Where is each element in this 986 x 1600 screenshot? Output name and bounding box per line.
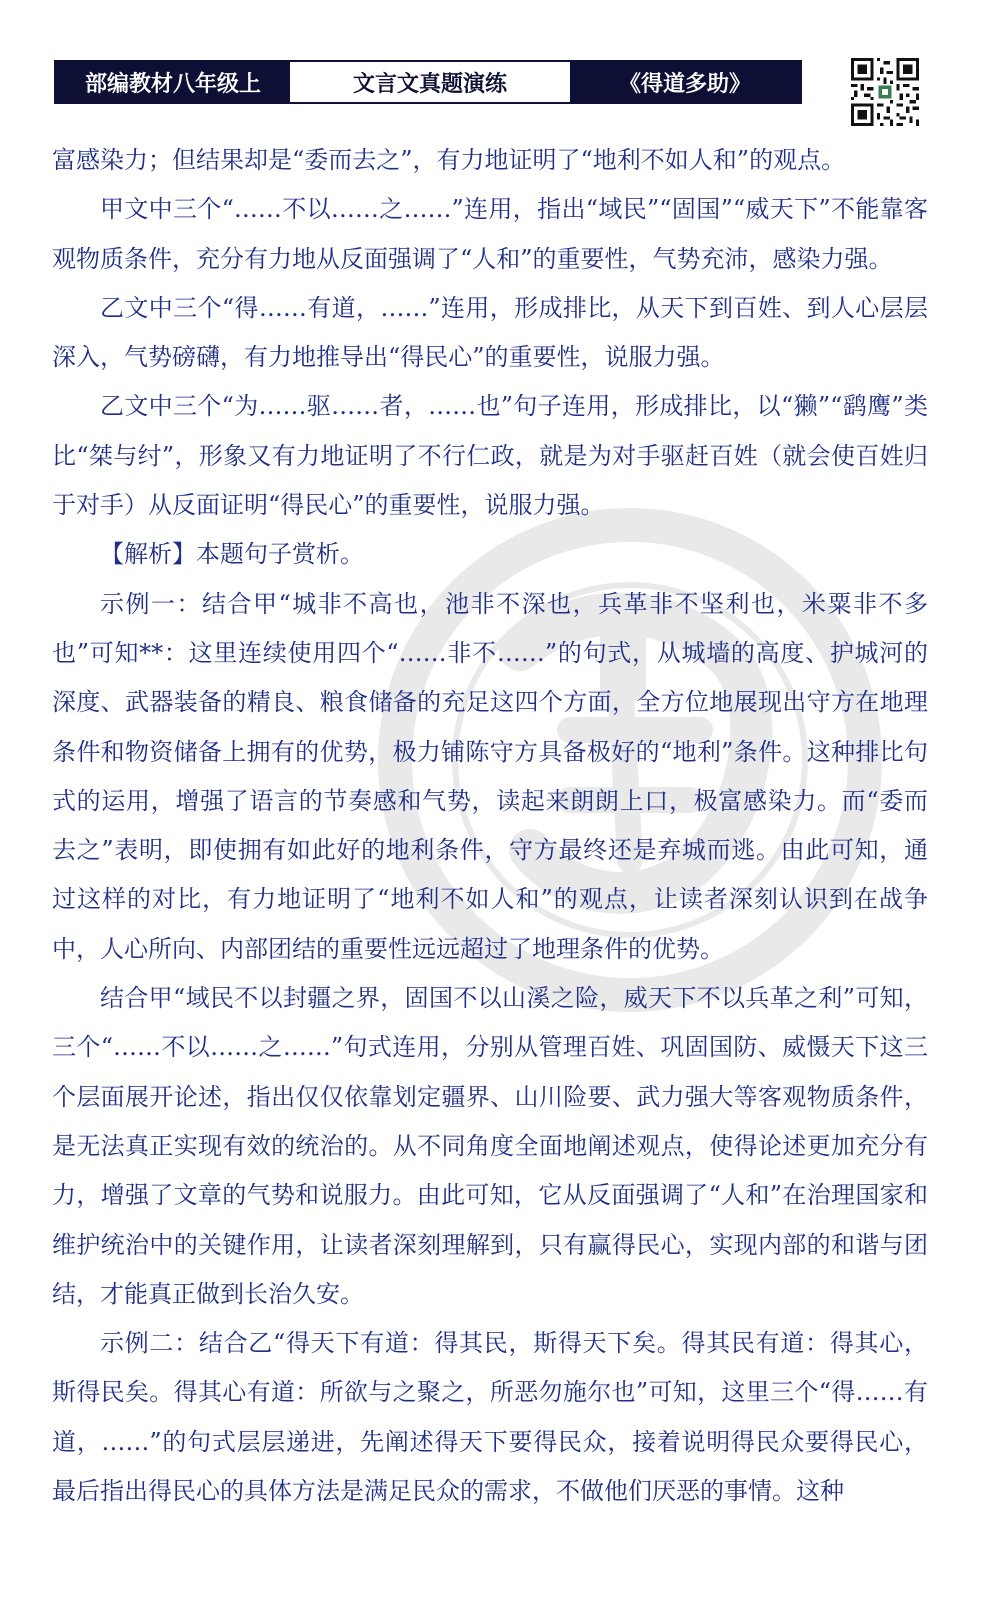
- paragraph: 乙文中三个“为……驱……者，……也”句子连用，形成排比，以“獭”“鹞鹰”类比“桀与纣”，形象又有力地证明了不行仁政，就是为对手驱赶百姓（就会使百姓归于对手）从反面证明“得民心”的重要性，说服力强。: [52, 392, 928, 520]
- paragraph: 示例二：结合乙“得天下有道：得其民，斯得天下矣。得其民有道：得其心，斯得民矣。得其心有道：所欲与之聚之，所恶勿施尔也”可知，这里三个“得……有道，……”的句式层层递进，先阐述得天下要得民众，接着说明得民众要得民心，最后指出得民心的具体方法是满足民众的需求，不做他们厌恶的事情。这种: [52, 1329, 928, 1506]
- paragraph: 富感染力；但结果却是“委而去之”，有力地证明了“地利不如人和”的观点。: [52, 146, 846, 174]
- paragraph: 乙文中三个“得……有道，……”连用，形成排比，从天下到百姓、到人心层层深入，气势磅礴，有力地推导出“得民心”的重要性，说服力强。: [52, 293, 928, 372]
- header-article-title: 《得道多助》: [570, 62, 800, 102]
- paragraph: 示例一：结合甲“城非不高也，池非不深也，兵革非不坚利也，米粟非不多也”可知**：这里连续使用四个“……非不……”的句式，从城墙的高度、护城河的深度、武器装备的精良、粮食储备的充足这四个方面，全方位地展现出守方在地理条件和物资储备上拥有的优势，极力铺陈守方具备极好的“地利”条件。这种排比句式的运用，增强了语言的节奏感和气势，读起来朗朗上口，极富感染力。而“委而去之”表明，即使拥有如此好的地利条件，守方最终还是弃城而逃。由此可知，通过这样的对比，有力地证明了“地利不如人和”的观点，让读者深刻认识到在战争中，人心所向、内部团结的重要性远远超过了地理条件的优势。: [52, 589, 928, 963]
- paragraph: 结合甲“域民不以封疆之界，固国不以山溪之险，威天下不以兵革之利”可知，三个“……不以……之……”句式连用，分别从管理百姓、巩固国防、威慑天下这三个层面展开论述，指出仅仅依靠划定疆界、山川险要、武力强大等客观物质条件，是无法真正实现有效的统治的。从不同角度全面地阐述观点，使得论述更加充分有力，增强了文章的气势和说服力。由此可知，它从反面强调了“人和”在治理国家和维护统治中的关键作用，让读者深刻理解到，只有赢得民心，实现内部的和谐与团结，才能真正做到长治久安。: [52, 984, 928, 1308]
- header-section-label: 文言文真题演练: [290, 62, 570, 102]
- paragraph: 甲文中三个“……不以……之……”连用，指出“域民”“固国”“威天下”不能靠客观物质条件，充分有力地从反面强调了“人和”的重要性，气势充沛，感染力强。: [52, 195, 928, 273]
- header-textbook-label: 部编教材八年级上: [56, 62, 290, 102]
- analysis-heading: 【解析】本题句子赏析。: [100, 540, 364, 569]
- header-bar: [54, 60, 802, 104]
- qr-code-icon: [851, 58, 919, 126]
- main-text: [52, 136, 928, 1516]
